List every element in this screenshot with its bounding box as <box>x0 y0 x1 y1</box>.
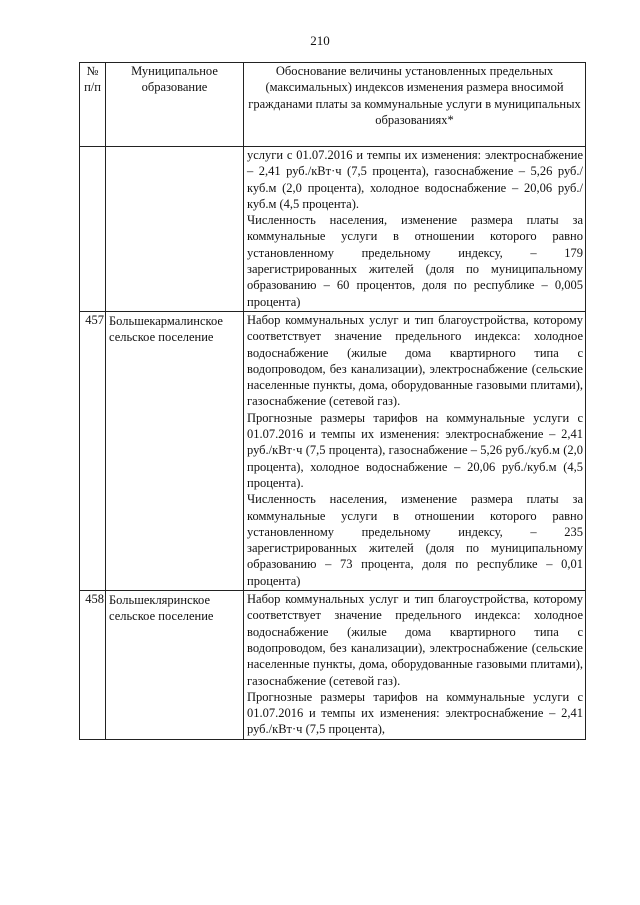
row-justification <box>244 147 586 312</box>
header-municipality: Муниципальное образование <box>106 63 244 147</box>
justification-paragraph: Прогнозные размеры тарифов на коммунальные услуги с 01.07.2016 и темпы их изменения: электроснабжение – 2,41 руб./кВт·ч (7,5 процента), <box>247 689 583 737</box>
justification-paragraph: Численность населения, изменение размера платы за коммунальные услуги в отношении которого равно установленному предельному индексу, – 235 зарегистрированных жителей (доля по муниципальному образованию – 73 процента, доля по республике – 0,01 процента) <box>247 492 583 588</box>
municipal-index-table <box>79 62 586 740</box>
justification-paragraph: Набор коммунальных услуг и тип благоустройства, которому соответствует значение предельного индекса: холодное водоснабжение (жилые дома квартирного типа с водопроводом, без канализации), электроснабжение (сельские населенные пункты, дома, оборудованные газовыми плитами), газоснабжение (сетевой газ). <box>247 312 583 409</box>
page-number: 210 <box>310 33 330 48</box>
table-row <box>80 147 586 312</box>
header-justification: Обоснование величины установленных предельных (максимальных) индексов изменения размера вносимой гражданами платы за коммунальные услуги в муниципальных образованиях* <box>244 63 586 147</box>
justification-paragraph: Прогнозные размеры тарифов на коммунальные услуги с 01.07.2016 и темпы их изменения: электроснабжение – 2,41 руб./кВт·ч (7,5 процента), газоснабжение – 5,26 руб./куб.м (2,0 процента), холодное водоснабжение – 20,06 руб./куб.м (4,5 процента). <box>247 410 583 490</box>
row-number: 457 <box>80 311 106 590</box>
row-justification <box>244 311 586 590</box>
table-row <box>80 311 586 590</box>
row-number <box>80 147 106 312</box>
row-municipality <box>106 147 244 312</box>
table-header-row <box>80 63 586 147</box>
header-number: № п/п <box>80 63 106 147</box>
justification-paragraph: услуги с 01.07.2016 и темпы их изменения: электроснабжение – 2,41 руб./кВт·ч (7,5 процента), газоснабжение – 5,26 руб./куб.м (2,0 процента), холодное водоснабжение – 20,06 руб./куб.м (4,5 процента). <box>247 148 583 211</box>
row-municipality: Большекляринское сельское поселение <box>106 591 244 740</box>
justification-paragraph: Численность населения, изменение размера платы за коммунальные услуги в отношении которого равно установленному предельному индексу, – 179 зарегистрированных жителей (доля по муниципальному образованию – 60 процентов, доля по республике – 0,005 процента) <box>247 213 583 309</box>
row-number: 458 <box>80 591 106 740</box>
justification-paragraph: Набор коммунальных услуг и тип благоустройства, которому соответствует значение предельного индекса: холодное водоснабжение (жилые дома квартирного типа с водопроводом, без канализации), электроснабжение (сельские населенные пункты, дома, оборудованные газовыми плитами), газоснабжение (сетевой газ). <box>247 592 583 688</box>
row-justification <box>244 591 586 740</box>
row-municipality: Большекармалинское сельское поселение <box>106 311 244 590</box>
table-row <box>80 591 586 740</box>
